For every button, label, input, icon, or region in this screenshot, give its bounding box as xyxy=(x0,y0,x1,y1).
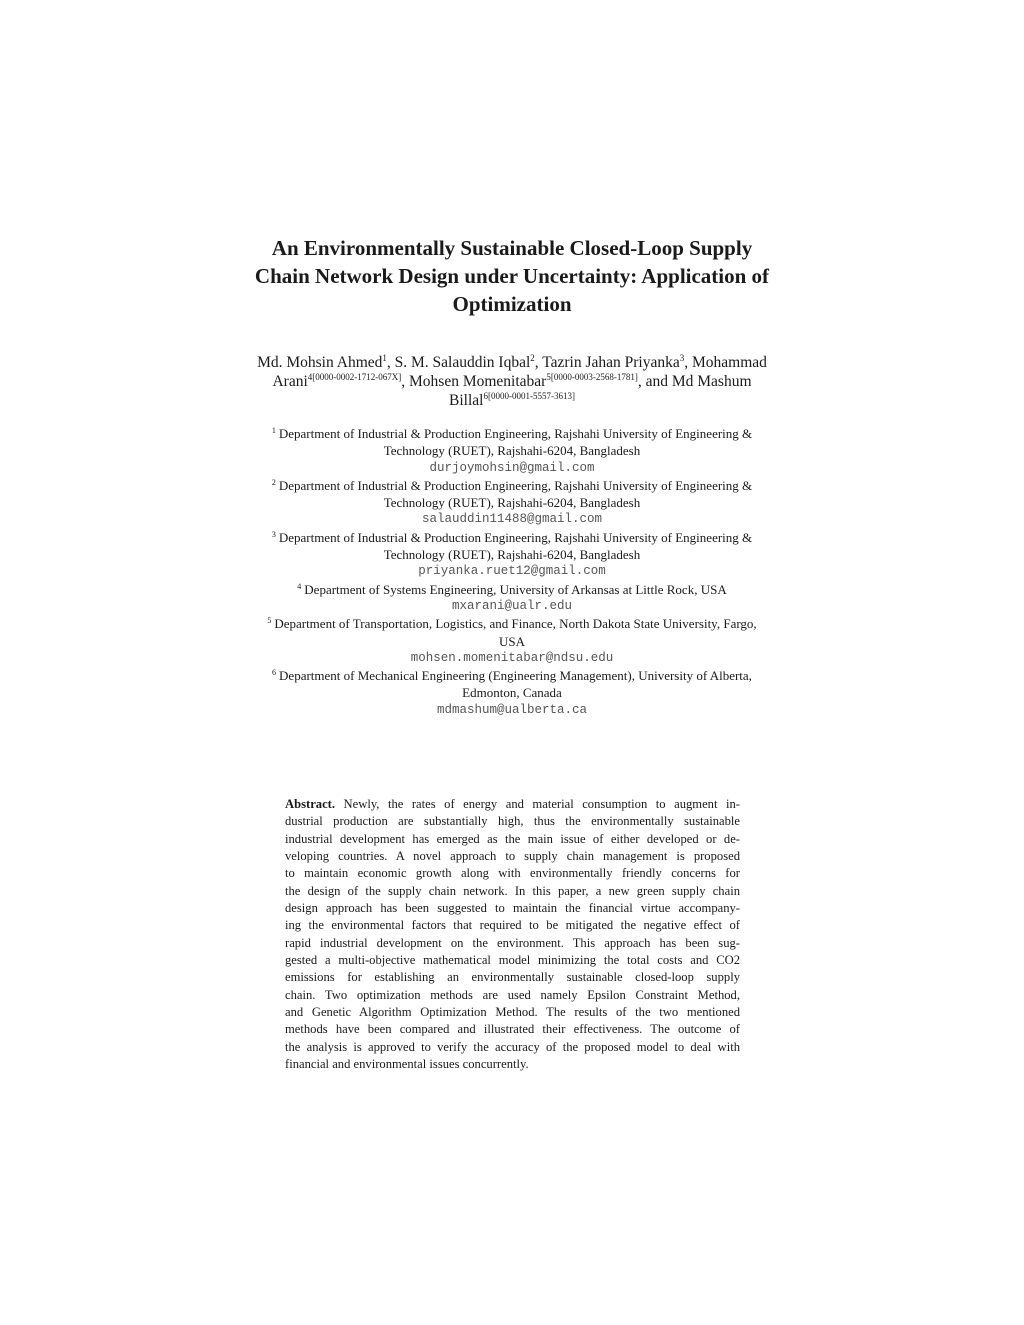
author-name: , S. M. Salauddin Iqbal xyxy=(386,354,531,371)
affiliation-number: 3 xyxy=(271,529,276,539)
abstract-line: industrial development has emerged as the main issue of either developed or de- xyxy=(285,831,740,846)
affiliation-line: Technology (RUET), Rajshahi-6204, Bangladesh xyxy=(383,443,641,459)
affiliation-text xyxy=(232,581,792,598)
affiliation-line: Department of Industrial & Production Engineering, Rajshahi University of Engineering & xyxy=(278,477,753,493)
author-name: , Tazrin Jahan Priyanka xyxy=(534,354,680,371)
abstract-line xyxy=(285,796,740,813)
author-name: , Mohammad xyxy=(684,354,767,371)
title-line-3: Optimization xyxy=(452,292,572,316)
author-line-3 xyxy=(232,391,792,410)
abstract-label: Abstract. xyxy=(285,797,336,811)
affiliation-number: 1 xyxy=(271,426,276,435)
affiliation-number: 4 xyxy=(297,581,302,591)
abstract-line: emissions for establishing an environmentally sustainable closed-loop supply xyxy=(285,970,740,985)
affiliation-line: Department of Mechanical Engineering (Engineering Management), University of Alberta, xyxy=(279,668,752,684)
abstract-line: and Genetic Algorithm Optimization Method. The results of the two mentioned xyxy=(285,1005,740,1020)
affiliation-line: Department of Industrial & Production Engineering, Rajshahi University of Engineering & xyxy=(278,426,753,441)
affiliation-line: Department of Industrial & Production Engineering, Rajshahi University of Engineering & xyxy=(278,529,753,545)
affiliation-number: 6 xyxy=(272,668,277,678)
abstract-line: dustrial production are substantially high, thus the environmentally sustainable xyxy=(285,814,740,829)
affiliation-3 xyxy=(232,529,792,581)
affiliation-text xyxy=(232,477,792,494)
abstract xyxy=(285,796,740,1074)
affiliation-line: Department of Transportation, Logistics, and Finance, North Dakota State University, Fargo, xyxy=(274,616,757,632)
author-name: Md. Mohsin Ahmed xyxy=(257,354,383,371)
author-orcid-mark: 6[0000-0001-5557-3613] xyxy=(483,391,575,401)
author-email: salauddin11488@gmail.com xyxy=(421,512,603,527)
abstract-line: to maintain economic growth along with environmentally friendly concerns for xyxy=(285,866,740,881)
author-email: priyanka.ruet12@gmail.com xyxy=(418,564,606,579)
author-list xyxy=(232,353,792,410)
affiliation-line: Department of Systems Engineering, University of Arkansas at Little Rock, USA xyxy=(304,581,727,597)
affiliation-1 xyxy=(232,425,792,477)
abstract-line: ing the environmental factors that required to be mitigated the negative effect of xyxy=(285,918,740,933)
author-line-2 xyxy=(232,372,792,391)
abstract-line: financial and environmental issues concurrently. xyxy=(285,1057,529,1072)
author-email: mxarani@ualr.edu xyxy=(451,598,573,613)
affiliation-text xyxy=(232,529,792,546)
author-line-1 xyxy=(232,353,792,372)
abstract-line: the analysis is approved to verify the accuracy of the proposed model to deal with xyxy=(285,1039,740,1054)
author-name: Billal xyxy=(449,392,484,409)
author-email: durjoymohsin@gmail.com xyxy=(429,460,595,475)
author-name: , Mohsen Momenitabar xyxy=(401,373,547,390)
affiliation-4 xyxy=(232,581,792,616)
author-affiliation-mark: 2 xyxy=(530,353,535,363)
author-email: mdmashum@ualberta.ca xyxy=(436,702,588,717)
author-orcid-mark: 4[0000-0002-1712-067X] xyxy=(307,372,402,382)
affiliation-line: Technology (RUET), Rajshahi-6204, Bangladesh xyxy=(383,547,641,563)
paper-title xyxy=(232,234,792,318)
author-affiliation-mark: 1 xyxy=(382,353,387,363)
author-name: Arani xyxy=(272,373,308,390)
affiliation-2 xyxy=(232,477,792,529)
abstract-line: veloping countries. A novel approach to supply chain management is proposed xyxy=(285,849,740,864)
abstract-text: Newly, the rates of energy and material consumption to augment in- xyxy=(335,797,740,811)
affiliation-text xyxy=(232,615,792,632)
affiliation-list xyxy=(232,425,792,719)
affiliation-line: USA xyxy=(498,633,525,649)
abstract-line: gested a multi-objective mathematical model minimizing the total costs and CO2 xyxy=(285,953,740,968)
title-line-1: An Environmentally Sustainable Closed-Loop Supply xyxy=(271,236,753,260)
author-affiliation-mark: 3 xyxy=(679,353,685,363)
title-line-2: Chain Network Design under Uncertainty: Application of xyxy=(254,264,770,288)
abstract-line: rapid industrial development on the environment. This approach has been sug- xyxy=(285,935,740,950)
affiliation-6 xyxy=(232,667,792,719)
author-email: mohsen.momenitabar@ndsu.edu xyxy=(410,650,614,665)
affiliation-line: Technology (RUET), Rajshahi-6204, Bangladesh xyxy=(383,495,641,511)
author-orcid-mark: 5[0000-0003-2568-1781] xyxy=(546,372,638,382)
affiliation-number: 5 xyxy=(267,616,272,626)
abstract-line: methods have been compared and illustrated their effectiveness. The outcome of xyxy=(285,1022,740,1037)
abstract-line: the design of the supply chain network. In this paper, a new green supply chain xyxy=(285,883,740,898)
affiliation-5 xyxy=(232,615,792,667)
affiliation-text xyxy=(232,667,792,684)
abstract-line: design approach has been suggested to maintain the financial virtue accompany- xyxy=(285,901,740,916)
abstract-line: chain. Two optimization methods are used namely Epsilon Constraint Method, xyxy=(285,987,740,1002)
affiliation-number: 2 xyxy=(271,477,276,487)
affiliation-line: Edmonton, Canada xyxy=(462,685,562,701)
author-name: , and Md Mashum xyxy=(637,373,752,390)
affiliation-text xyxy=(232,425,792,442)
